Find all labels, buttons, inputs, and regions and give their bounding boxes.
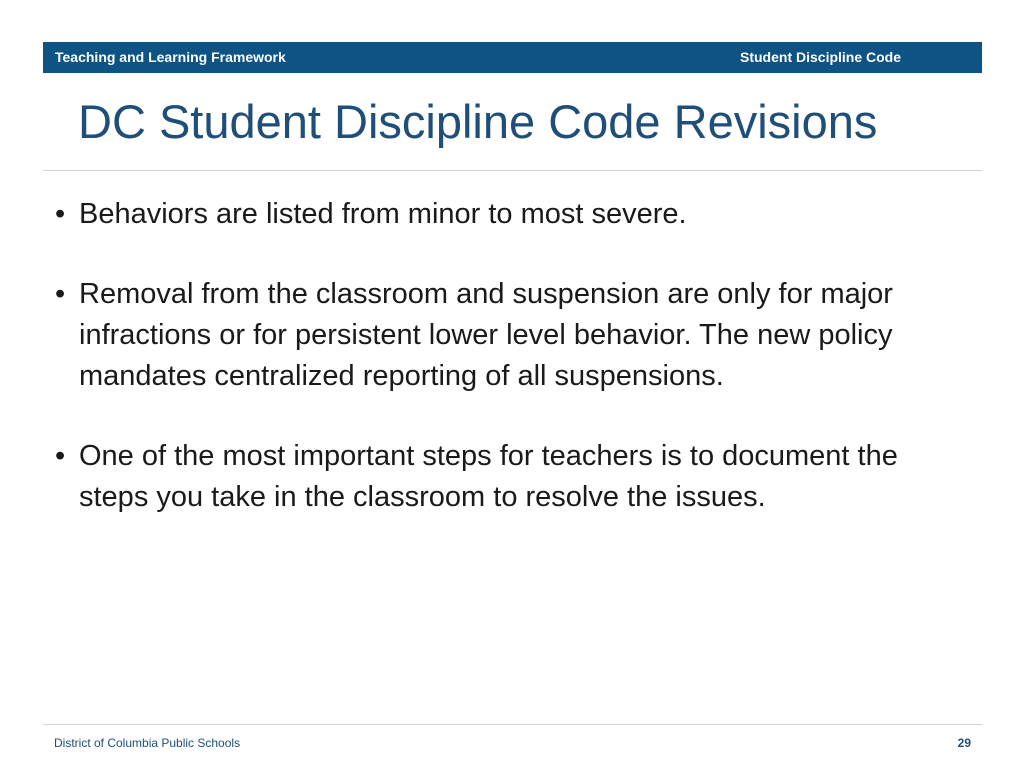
footer-organization: District of Columbia Public Schools	[54, 736, 241, 750]
header-section-label: Teaching and Learning Framework	[55, 49, 286, 65]
header-bar	[43, 42, 982, 73]
bullet-text: One of the most important steps for teachers is to document the steps you take in the classroom to resolve the issues.	[79, 440, 898, 513]
page-number: 29	[957, 736, 971, 750]
bullet-text: Behaviors are listed from minor to most severe.	[79, 198, 687, 230]
title-divider	[43, 170, 982, 171]
slide-title: DC Student Discipline Code Revisions	[78, 95, 878, 148]
bullet-item	[55, 436, 975, 518]
bullet-marker: •	[55, 198, 66, 230]
footer-divider	[43, 724, 982, 725]
bullet-list	[55, 194, 975, 518]
bullet-item	[55, 274, 975, 397]
bullet-marker: •	[55, 278, 66, 310]
header-topic-label: Student Discipline Code	[740, 49, 902, 65]
bullet-item	[55, 194, 975, 235]
bullet-text: Removal from the classroom and suspension are only for major infractions or for persistent lower level behavior. The new policy mandates centralized reporting of all suspensions.	[79, 278, 893, 392]
bullet-marker: •	[55, 440, 66, 472]
